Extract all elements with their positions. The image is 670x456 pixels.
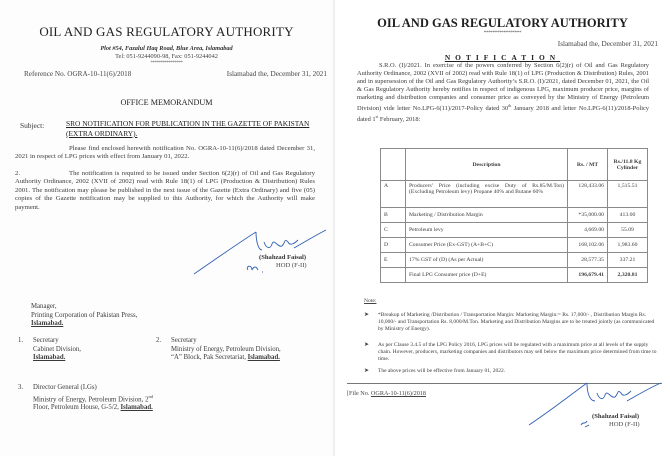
addressee-city: Islamabad. [31,320,64,328]
row-rs-cylinder: 1,515.51 [608,181,648,208]
row-code [381,268,406,283]
recipient-title: Director General (LGs) [33,384,97,391]
office-memorandum-page [0,0,333,456]
paragraph-2-text: The notification is required to be issued under Section 6(2)(r) of Oil and Gas Regulatory Authority Ordinance, 2002 (XVII of 2002) read with Rule 18(1) of LPG (Production & Distribution) Rules 2001. The notification may please be published in the next issue of the Gazette (Extra Ordinary) and five (05) copies of the Gazette notification may be supplied to this Authority, for which the Authority will make payment. [15,170,315,211]
row-rs-cylinder: 2,320.81 [608,268,648,283]
recipient-division: Ministry of Energy, Petroleum Division, 2 [33,395,149,403]
recipient-division: Ministry of Energy, Petroleum Division, “A” Block, Pak Secretariat, [171,345,281,362]
recipient-number: 2. [156,337,162,344]
row-rs-mt: 4,669.00 [568,223,608,238]
addressee-block [31,303,231,329]
header-description: Description [406,149,568,181]
recipient-city: Islamabad. [120,404,153,412]
lpg-price-table [380,148,648,283]
note-text: The above prices will be effective from January 01, 2022. [378,368,506,374]
row-rs-mt: *35,000.00 [568,208,608,223]
recipient-title: Secretary [33,337,59,344]
row-description: 17% GST of (D) (As per Actual) [406,253,568,268]
header-rs-per-mt: Rs. / MT [568,149,608,181]
signature-icon [525,381,665,429]
reference-number: Reference No. OGRA-10-11(6)/2018 [24,70,132,78]
signatory-name: (Shahzad Faisal) [259,254,307,261]
paragraph-1 [15,145,315,162]
row-rs-cylinder: 413.00 [608,208,648,223]
table-row [381,208,648,223]
addressee-line-2: Printing Corporation of Pakistan Press, [31,311,138,319]
table-row-total [381,268,648,283]
ordinal-suffix: th [508,103,512,108]
row-code: C [381,223,406,238]
file-prefix: [File No. [347,390,371,397]
notification-heading: NOTIFICATION [444,53,561,62]
signatory-title: HOD (F-II) [609,421,640,428]
signatory-name: (Shahzad Faisal) [592,413,640,420]
row-rs-mt: 128,433.06 [568,181,608,208]
note-label: Note: [364,298,377,304]
notification-date: Islamabad the, December 31, 2021 [557,40,658,48]
paragraph-2 [15,170,315,212]
paragraph-1-text: Please find enclosed herewith notification No. OGRA-10-11(6)/2018 dated December 31, 2021 in respect of LPG prices with effect from January 01, 2022. [15,145,315,161]
recipient-title: Secretary [171,337,197,344]
table-row [381,223,648,238]
row-rs-mt: 28,577.35 [568,253,608,268]
row-rs-cylinder: 55.09 [608,223,648,238]
org-address: Plot #54, Fazalul Haq Road, Blue Area, Islamabad [100,45,233,52]
memo-date: Islamabad the, December 31, 2021 [226,70,327,78]
notification-body [357,62,649,124]
org-contact: Tel: 051-9244090-98, Fax: 051-9244042 [115,53,218,60]
recipient-number: 1. [18,337,24,344]
paragraph-2-number: 2. [15,170,21,177]
row-code: D [381,238,406,253]
ordinal-suffix: nd [148,393,153,399]
row-rs-mt: 168,102.06 [568,238,608,253]
row-rs-cylinder: 1,983.60 [608,238,648,253]
header-code [381,149,406,181]
separator: ***************** [483,31,522,36]
org-title: OIL AND GAS REGULATORY AUTHORITY [39,24,294,39]
recipient-city: Islamabad. [247,354,280,362]
subject-text: SRO NOTIFICATION FOR PUBLICATION IN THE GAZETTE OF PAKISTAN (EXTRA ORDINARY). [66,119,310,138]
document-type: OFFICE MEMORANDUM [120,98,213,107]
arrowhead-bullet-icon: ➤ [364,342,370,348]
signatory-title: HOD (F-II) [276,262,307,269]
row-description: Producers’ Price (including excise Duty of Rs.85/M.Ton) (Excluding Petroleum levy) Propane 40% and Butane 60% [406,181,568,208]
table-row [381,238,648,253]
row-code: A [381,181,406,208]
row-description: Final LPG Consumer price (D+E) [406,268,568,283]
row-code: B [381,208,406,223]
note-text: *Breakup of Marketing /Distribution / Transportation Margin: Marketing Margin:= Rs. 17,000/- , Distribution Margin Rs. 10,000/- and Transportation Rs. 8,000/M.Ton. Marketing and Distribution Margins are to be treated jointly (as communicated by Ministry of Energy). [378,312,655,332]
ordinal-suffix: st [375,114,379,120]
signature-icon [190,228,330,278]
row-description: Petroleum levy [406,223,568,238]
notification-page [335,0,670,456]
org-title: OIL AND GAS REGULATORY AUTHORITY [377,16,628,30]
addressee-line-1: Manager, [31,303,57,310]
table-row [381,181,648,208]
arrowhead-bullet-icon: ➤ [364,312,370,318]
row-rs-cylinder: 337.21 [608,253,648,268]
row-code: E [381,253,406,268]
table-row [381,253,648,268]
row-description: Consumer Price (Ex-GST) (A+B+C) [406,238,568,253]
subject-label: Subject: [20,121,45,130]
arrowhead-bullet-icon: ➤ [364,368,370,374]
row-rs-mt: 196,679.41 [568,268,608,283]
note-text: As per Clause 3.4.5 of the LPG Policy 2016, LPG prices will be regulated with a maximum price at all levels of the supply chain. However, producers, marketing companies and distributors may sell below the maximum price determined from time to time. [378,342,657,362]
body-text: S.R.O. (I)/2021. In exercise of the powers conferred by Section 6(2)(r) of Oil and Gas Regulatory Authority Ordinance, 2002 (XVII of 2002) read with Rule 18(1) of LPG (Production & Distribution) Rules, 2001 and in supersession of the Oil and Gas Regulatory Authority’s S.R.O. (I)/2021, dated December 01, 2021, the Oil & Gas Regulatory Authority hereby notifies in respect of indigenous LPG, maximum producer price, margins of marketing and distribution companies and consumer price as conveyed by the Ministry of Energy (Petroleum Division) vide letter No.LPG-6(11)/2017-Policy dated 30 [357,62,649,113]
header-rs-per-cylinder: Rs./11.8 Kg Cylinder [608,149,648,181]
separator: **************** [150,61,183,66]
recipient-division: Cabinet Division, [33,345,81,353]
table-header-row [381,149,648,181]
row-description: Marketing / Distribution Margin [406,208,568,223]
body-text-cont: January 2018 and letter No.LPG-6(11)/2018-Policy dated 1 [357,105,649,124]
file-number [347,390,426,397]
recipient-division-cont: Floor, Petroleum House, G-5/2, [33,404,119,412]
recipient-city: Islamabad. [33,354,66,362]
body-text-end: February, 2018: [378,116,421,124]
file-number-value: OGRA-10-11(6)/2018 [370,390,426,397]
recipient-number: 3. [18,384,24,391]
